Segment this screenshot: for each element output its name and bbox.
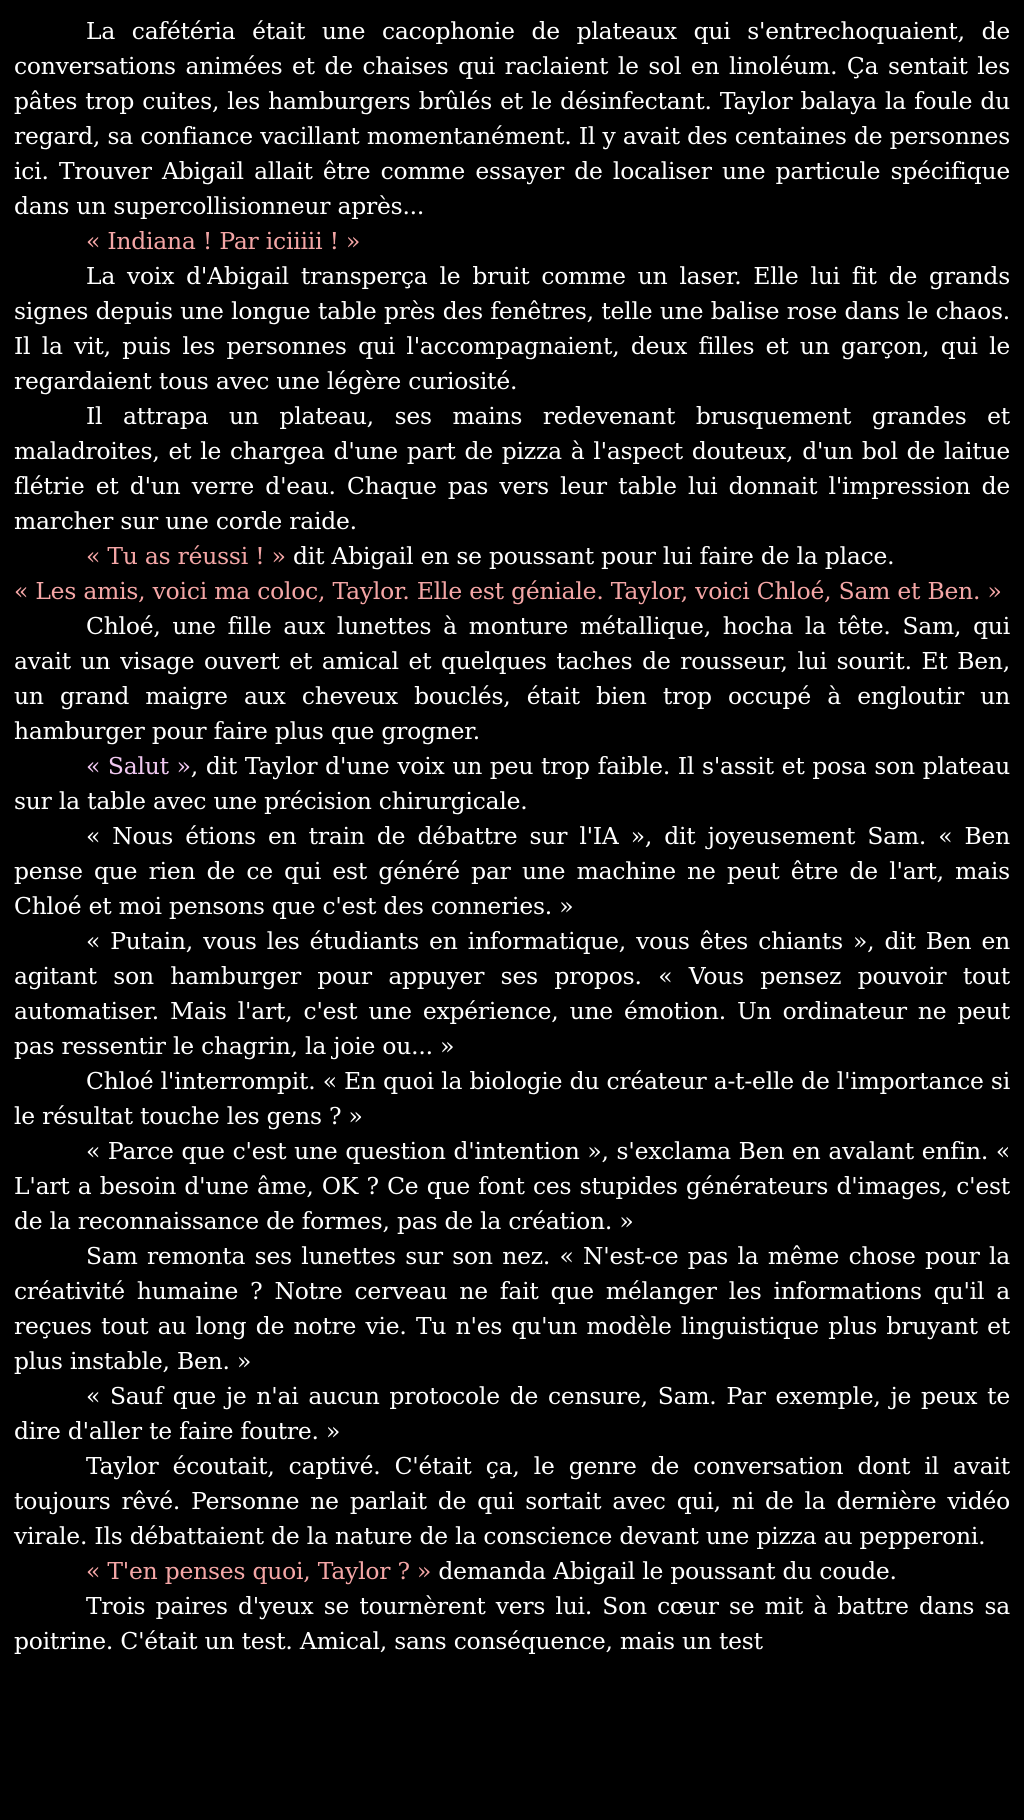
paragraph — [14, 749, 1010, 819]
paragraph — [14, 1134, 1010, 1239]
paragraph — [14, 259, 1010, 399]
narration-text: Trois paires d'yeux se tournèrent vers lui. Son cœur se mit à battre dans sa poitrine. C'était un test. Amical, sans conséquence, mais un test — [14, 1592, 1010, 1655]
paragraph — [14, 14, 1010, 224]
narration-text: demanda Abigail le poussant du coude. — [431, 1557, 897, 1585]
taylor-dialogue: « Salut » — [86, 752, 191, 780]
narration-text: « Sauf que je n'ai aucun protocole de censure, Sam. Par exemple, je peux te dire d'aller te faire foutre. » — [14, 1382, 1010, 1445]
paragraph — [14, 224, 1010, 259]
paragraph — [14, 1589, 1010, 1659]
abigail-dialogue: « Indiana ! Par iciiiii ! » — [86, 227, 361, 255]
narration-text: La voix d'Abigail transperça le bruit comme un laser. Elle lui fit de grands signes depuis une longue table près des fenêtres, telle une balise rose dans le chaos. Il la vit, puis les personnes qui l'accompagnaient, deux filles et un garçon, qui le regardaient tous avec une légère curiosité. — [14, 262, 1010, 395]
paragraph — [14, 1449, 1010, 1554]
narration-text: « Parce que c'est une question d'intention », s'exclama Ben en avalant enfin. « L'art a besoin d'une âme, OK ? Ce que font ces stupides générateurs d'images, c'est de la reconnaissance de formes, pas de la création. » — [14, 1137, 1010, 1235]
paragraph — [14, 539, 1010, 574]
abigail-dialogue: « Tu as réussi ! » — [86, 542, 286, 570]
narration-text: « Putain, vous les étudiants en informatique, vous êtes chiants », dit Ben en agitant son hamburger pour appuyer ses propos. « Vous pensez pouvoir tout automatiser. Mais l'art, c'est une expérience, une émotion. Un ordinateur ne peut pas ressentir le chagrin, la joie ou... » — [14, 927, 1010, 1060]
narration-text: La cafétéria était une cacophonie de plateaux qui s'entrechoquaient, de conversations animées et de chaises qui raclaient le sol en linoléum. Ça sentait les pâtes trop cuites, les hamburgers brûlés et le désinfectant. Taylor balaya la foule du regard, sa confiance vacillant momentanément. Il y avait des centaines de personnes ici. Trouver Abigail allait être comme essayer de localiser une particule spécifique dans un supercollisionneur après... — [14, 17, 1010, 220]
paragraph — [14, 609, 1010, 749]
paragraph — [14, 574, 1010, 609]
paragraph — [14, 819, 1010, 924]
abigail-dialogue: « Les amis, voici ma coloc, Taylor. Elle est géniale. Taylor, voici Chloé, Sam et Ben. » — [14, 577, 1002, 605]
paragraph — [14, 1379, 1010, 1449]
narration-text: , dit Taylor d'une voix un peu trop faible. Il s'assit et posa son plateau sur la table avec une précision chirurgicale. — [14, 752, 1010, 815]
narration-text: Sam remonta ses lunettes sur son nez. « N'est-ce pas la même chose pour la créativité humaine ? Notre cerveau ne fait que mélanger les informations qu'il a reçues tout au long de notre vie. Tu n'es qu'un modèle linguistique plus bruyant et plus instable, Ben. » — [14, 1242, 1010, 1375]
abigail-dialogue: « T'en penses quoi, Taylor ? » — [86, 1557, 432, 1585]
paragraph — [14, 1064, 1010, 1134]
paragraph — [14, 1239, 1010, 1379]
paragraph — [14, 924, 1010, 1064]
paragraph — [14, 1554, 1010, 1589]
narration-text: Chloé, une fille aux lunettes à monture métallique, hocha la tête. Sam, qui avait un visage ouvert et amical et quelques taches de rousseur, lui sourit. Et Ben, un grand maigre aux cheveux bouclés, était bien trop occupé à engloutir un hamburger pour faire plus que grogner. — [14, 612, 1010, 745]
paragraph — [14, 399, 1010, 539]
narration-text: dit Abigail en se poussant pour lui faire de la place. — [285, 542, 895, 570]
narration-text: Taylor écoutait, captivé. C'était ça, le genre de conversation dont il avait toujours rêvé. Personne ne parlait de qui sortait avec qui, ni de la dernière vidéo virale. Ils débattaient de la nature de la conscience devant une pizza au pepperoni. — [14, 1452, 1010, 1550]
narration-text: « Nous étions en train de débattre sur l'IA », dit joyeusement Sam. « Ben pense que rien de ce qui est généré par une machine ne peut être de l'art, mais Chloé et moi pensons que c'est des conneries. » — [14, 822, 1010, 920]
narration-text: Il attrapa un plateau, ses mains redevenant brusquement grandes et maladroites, et le chargea d'une part de pizza à l'aspect douteux, d'un bol de laitue flétrie et d'un verre d'eau. Chaque pas vers leur table lui donnait l'impression de marcher sur une corde raide. — [14, 402, 1010, 535]
narration-text: Chloé l'interrompit. « En quoi la biologie du créateur a-t-elle de l'importance si le résultat touche les gens ? » — [14, 1067, 1010, 1130]
